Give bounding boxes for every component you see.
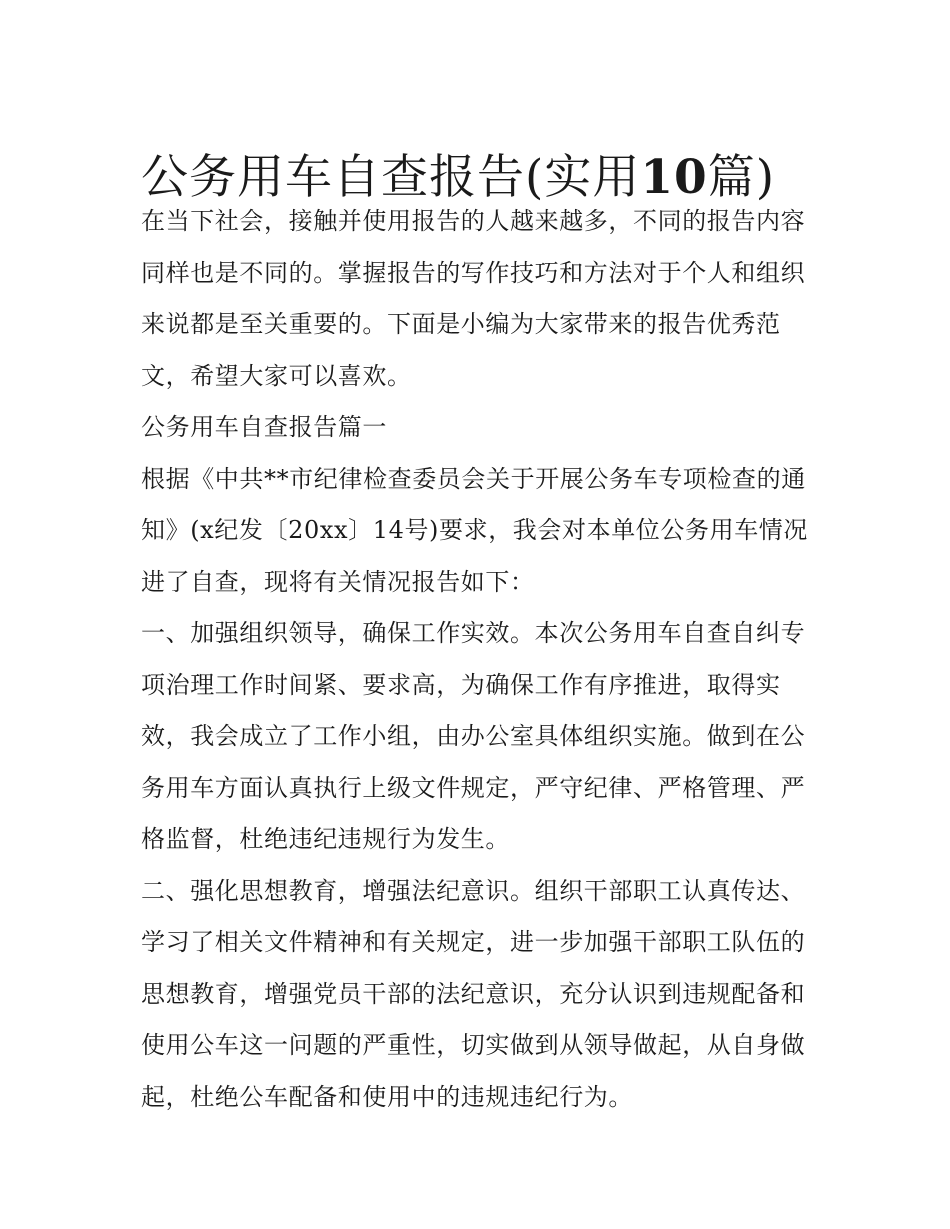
- intro-line-4: 文，希望大家可以喜欢。: [141, 361, 412, 390]
- point-two-line: 二、强化思想教育，增强法纪意识。组织干部职工认真传达、: [141, 876, 806, 905]
- section-heading: 公务用车自查报告篇一: [141, 413, 387, 441]
- title-main: 公务用车自查报告(实用: [141, 150, 641, 206]
- point-one-line: 效，我会成立了工作小组，由办公室具体组织实施。做到在公: [141, 722, 806, 750]
- point-one-line: 项治理工作时间紧、要求高，为确保工作有序推进，取得实: [141, 670, 781, 699]
- title-end: 篇): [707, 150, 776, 206]
- paragraph-line: 知》(x纪发〔20xx〕14号)要求，我会对本单位公务用车情况: [141, 516, 809, 544]
- point-one-line: 务用车方面认真执行上级文件规定，严守纪律、严格管理、严: [141, 773, 806, 802]
- paragraph-line: 进了自查，现将有关情况报告如下：: [141, 567, 535, 596]
- point-two-line: 思想教育，增强党员干部的法纪意识，充分认识到违规配备和: [141, 979, 806, 1008]
- point-two-line: 使用公车这一问题的严重性，切实做到从领导做起，从自身做: [141, 1031, 806, 1059]
- point-one-line: 格监督，杜绝违纪违规行为发生。: [141, 825, 510, 853]
- intro-line-2: 同样也是不同的。掌握报告的写作技巧和方法对于个人和组织: [141, 258, 806, 287]
- title-number: 10: [640, 150, 708, 206]
- document-body: [141, 196, 813, 1123]
- intro-line-1: 在当下社会，接触并使用报告的人越来越多，不同的报告内容: [141, 207, 806, 235]
- paragraph-line: 根据《中共**市纪律检查委员会关于开展公务车专项检查的通: [141, 464, 806, 493]
- point-one-line: 一、加强组织领导，确保工作实效。本次公务用车自查自纠专: [141, 619, 806, 647]
- intro-line-3: 来说都是至关重要的。下面是小编为大家带来的报告优秀范: [141, 310, 781, 338]
- point-two-line: 学习了相关文件精神和有关规定，进一步加强干部职工队伍的: [141, 928, 806, 956]
- point-two-line: 起，杜绝公车配备和使用中的违规违纪行为。: [141, 1082, 633, 1111]
